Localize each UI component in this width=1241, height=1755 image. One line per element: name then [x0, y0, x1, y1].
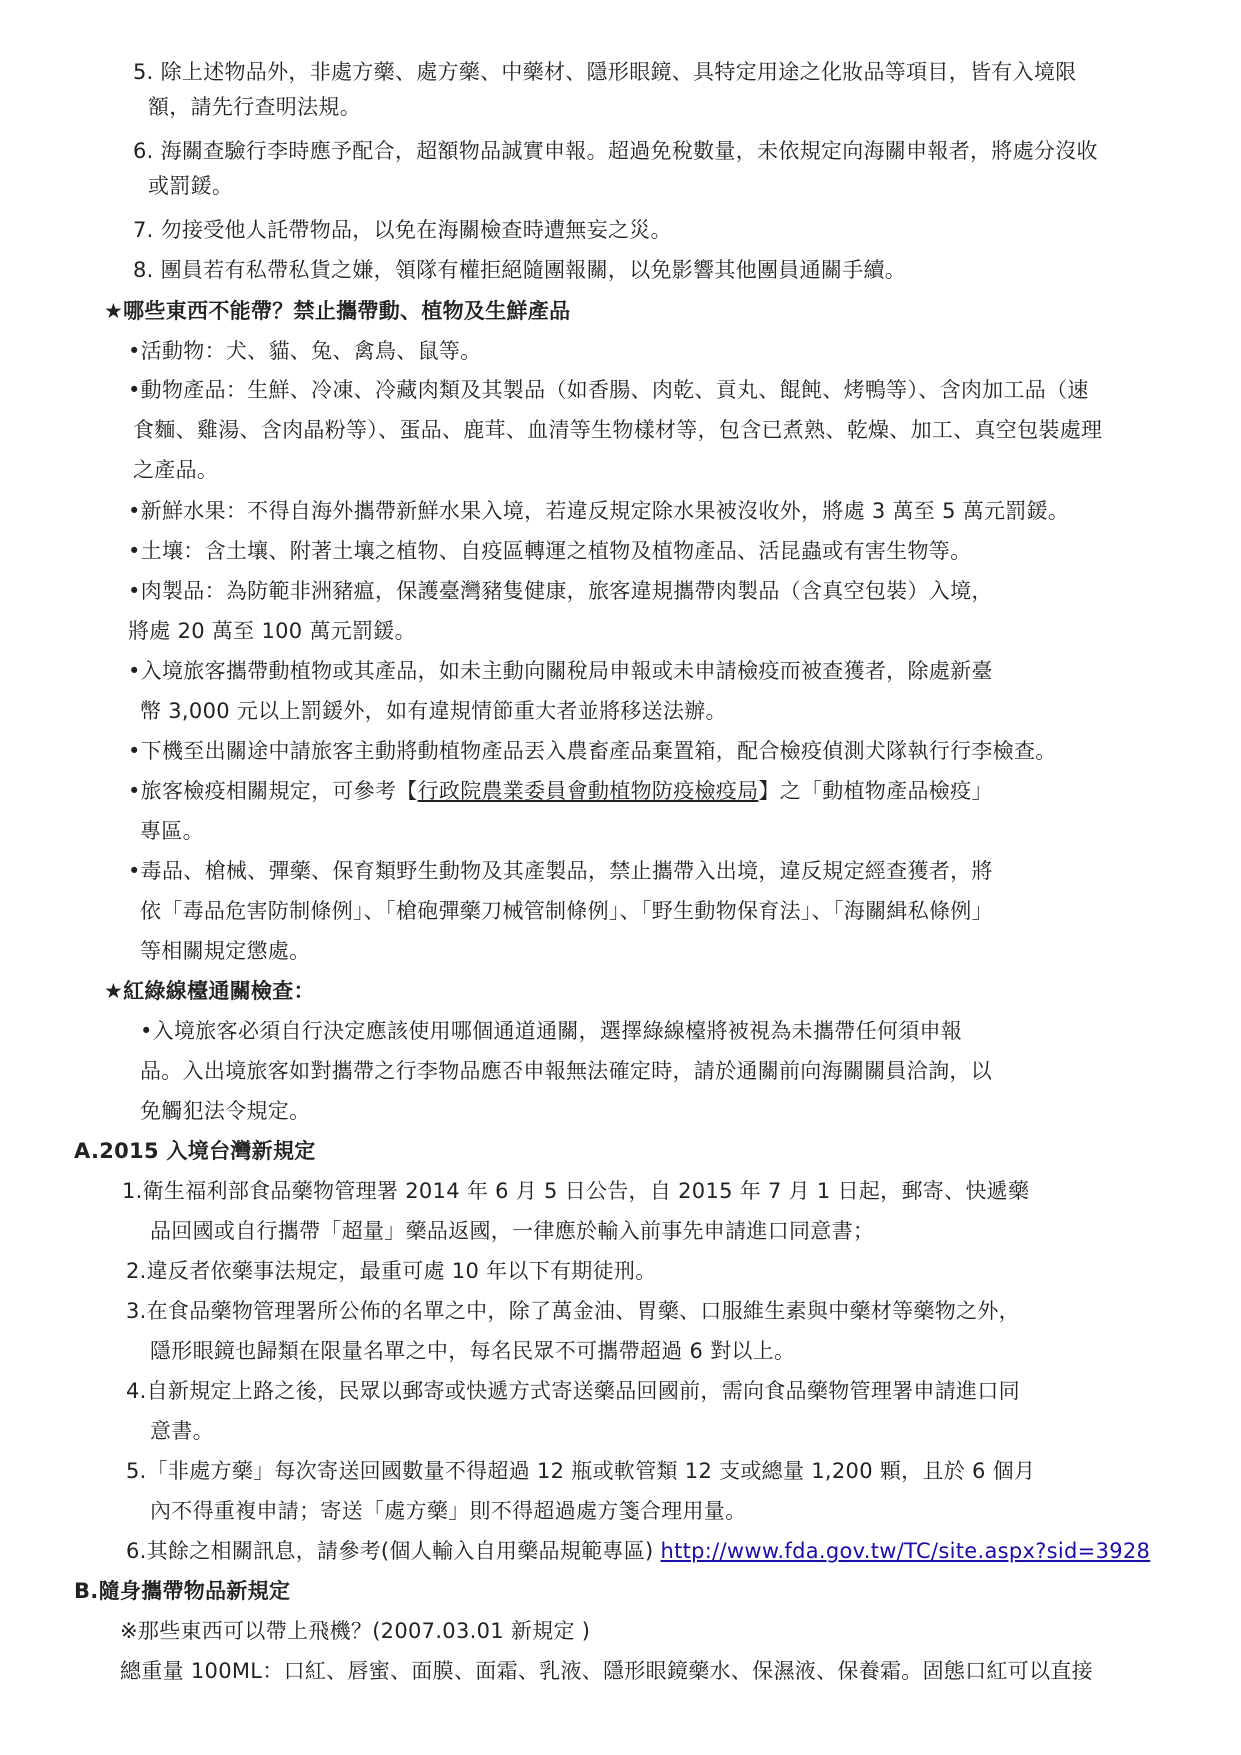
bullet-meat-line2: 將處 20 萬至 100 萬元罰鍰。: [128, 619, 416, 643]
quarantine-text-pre: •旅客檢疫相關規定，可參考【: [128, 779, 418, 803]
bullet-fresh-fruit: •新鮮水果：不得自海外攜帶新鮮水果入境，若違反規定除水果被沒收外，將處 3 萬至 5 萬元罰鍰。: [128, 499, 1070, 523]
section-a-item2: 2.違反者依藥事法規定，最重可處 10 年以下有期徒刑。: [126, 1259, 657, 1283]
bullet-animal-products-line2: 食麵、雞湯、含肉晶粉等）、蛋品、鹿茸、血清等生物樣材等，包含已煮熟、乾燥、加工、真空包裝處理: [133, 418, 1103, 442]
bullet-quarantine-line1: [128, 777, 993, 805]
section-a-item1-line1: 1.衛生福利部食品藥物管理署 2014 年 6 月 5 日公告，自 2015 年 7 月 1 日起，郵寄、快遞藥: [122, 1179, 1030, 1203]
bullet-animal-products-line3: 之產品。: [133, 458, 219, 482]
bullet-soil: •土壤：含土壤、附著土壤之植物、自疫區轉運之植物及植物產品、活昆蟲或有害生物等。: [128, 539, 972, 563]
section-b-heading: B.隨身攜帶物品新規定: [74, 1579, 291, 1603]
section-b-line1: 總重量 100ML：口紅、唇蜜、面膜、面霜、乳液、隱形眼鏡藥水、保濕液、保養霜。固態口紅可以直接: [120, 1659, 1093, 1683]
section-a-item1-line2: 品回國或自行攜帶「超量」藥品返國，一律應於輸入前事先申請進口同意書；: [150, 1219, 875, 1243]
section-a-item6: [126, 1537, 1150, 1565]
section-a-item4-line2: 意書。: [150, 1419, 214, 1443]
section-a-item6-text: 6.其餘之相關訊息，請參考(個人輸入自用藥品規範專區): [126, 1539, 661, 1563]
quarantine-text-post: 】之「動植物產品檢疫」: [758, 779, 993, 803]
list-item-7: 7. 勿接受他人託帶物品，以免在海關檢查時遭無妄之災。: [133, 218, 672, 242]
bullet-quarantine-line2: 專區。: [140, 819, 204, 843]
list-item-5-line2: 額，請先行查明法規。: [148, 95, 361, 119]
section-a-item5-line1: 5.「非處方藥」每次寄送回國數量不得超過 12 瓶或軟管類 12 支或總量 1,200 顆，且於 6 個月: [126, 1459, 1036, 1483]
prohibited-heading: ★哪些東西不能帶？禁止攜帶動、植物及生鮮產品: [104, 299, 571, 323]
customs-lanes-line1: •入境旅客必須自行決定應該使用哪個通道通關，選擇綠線檯將被視為未攜帶任何須申報: [140, 1019, 963, 1043]
section-a-item4-line1: 4.自新規定上路之後，民眾以郵寄或快遞方式寄送藥品回國前，需向食品藥物管理署申請進口同: [126, 1379, 1020, 1403]
bullet-animal-products-line1: •動物產品：生鮮、冷凍、冷藏肉類及其製品（如香腸、肉乾、貢丸、餛飩、烤鴨等）、含肉加工品（速: [128, 378, 1089, 402]
bullet-live-animals: •活動物：犬、貓、兔、禽鳥、鼠等。: [128, 339, 482, 363]
quarantine-agency-link[interactable]: 行政院農業委員會動植物防疫檢疫局: [417, 779, 759, 803]
bullet-meat-line1: •肉製品：為防範非洲豬瘟，保護臺灣豬隻健康，旅客違規攜帶肉製品（含真空包裝）入境，: [128, 579, 993, 603]
section-a-heading: A.2015 入境台灣新規定: [74, 1139, 316, 1163]
customs-lanes-line3: 免觸犯法令規定。: [140, 1099, 311, 1123]
section-a-item5-line2: 內不得重複申請；寄送「處方藥」則不得超過處方箋合理用量。: [150, 1499, 747, 1523]
bullet-drugs-line1: •毒品、槍械、彈藥、保育類野生動物及其產製品，禁止攜帶入出境，違反規定經查獲者，將: [128, 859, 993, 883]
list-item-5-line1: 5. 除上述物品外，非處方藥、處方藥、中藥材、隱形眼鏡、具特定用途之化妝品等項目，皆有入境限: [133, 60, 1077, 84]
customs-lanes-line2: 品。入出境旅客如對攜帶之行李物品應否申報無法確定時，請於通關前向海關關員洽詢，以: [140, 1059, 992, 1083]
fda-url-link[interactable]: http://www.fda.gov.tw/TC/site.aspx?sid=3928: [660, 1539, 1151, 1563]
section-b-subheading: ※那些東西可以帶上飛機？(2007.03.01 新規定 ): [120, 1619, 591, 1643]
bullet-disposal-bin: •下機至出關途中請旅客主動將動植物產品丟入農畜產品棄置箱，配合檢疫偵測犬隊執行行李檢查。: [128, 739, 1057, 763]
list-item-6-line2: 或罰鍰。: [148, 174, 234, 198]
section-a-item3-line1: 3.在食品藥物管理署所公佈的名單之中，除了萬金油、胃藥、口服維生素與中藥材等藥物之外，: [126, 1299, 1020, 1323]
list-item-6-line1: 6. 海關查驗行李時應予配合，超額物品誠實申報。超過免稅數量，未依規定向海關申報者，將處分沒收: [133, 139, 1098, 163]
customs-lanes-heading: ★紅綠線檯通關檢查：: [104, 979, 315, 1003]
bullet-drugs-line2: 依「毒品危害防制條例」、「槍砲彈藥刀械管制條例」、「野生動物保育法」、「海關緝私條例」: [140, 899, 993, 923]
section-a-item3-line2: 隱形眼鏡也歸類在限量名單之中，每名民眾不可攜帶超過 6 對以上。: [150, 1339, 796, 1363]
bullet-undeclared-line1: •入境旅客攜帶動植物或其產品，如未主動向關稅局申報或未申請檢疫而被查獲者，除處新臺: [128, 659, 993, 683]
list-item-8: 8. 團員若有私帶私貨之嫌，領隊有權拒絕隨團報關，以免影響其他團員通關手續。: [133, 258, 907, 282]
bullet-drugs-line3: 等相關規定懲處。: [140, 939, 311, 963]
bullet-undeclared-line2: 幣 3,000 元以上罰鍰外，如有違規情節重大者並將移送法辦。: [140, 699, 727, 723]
